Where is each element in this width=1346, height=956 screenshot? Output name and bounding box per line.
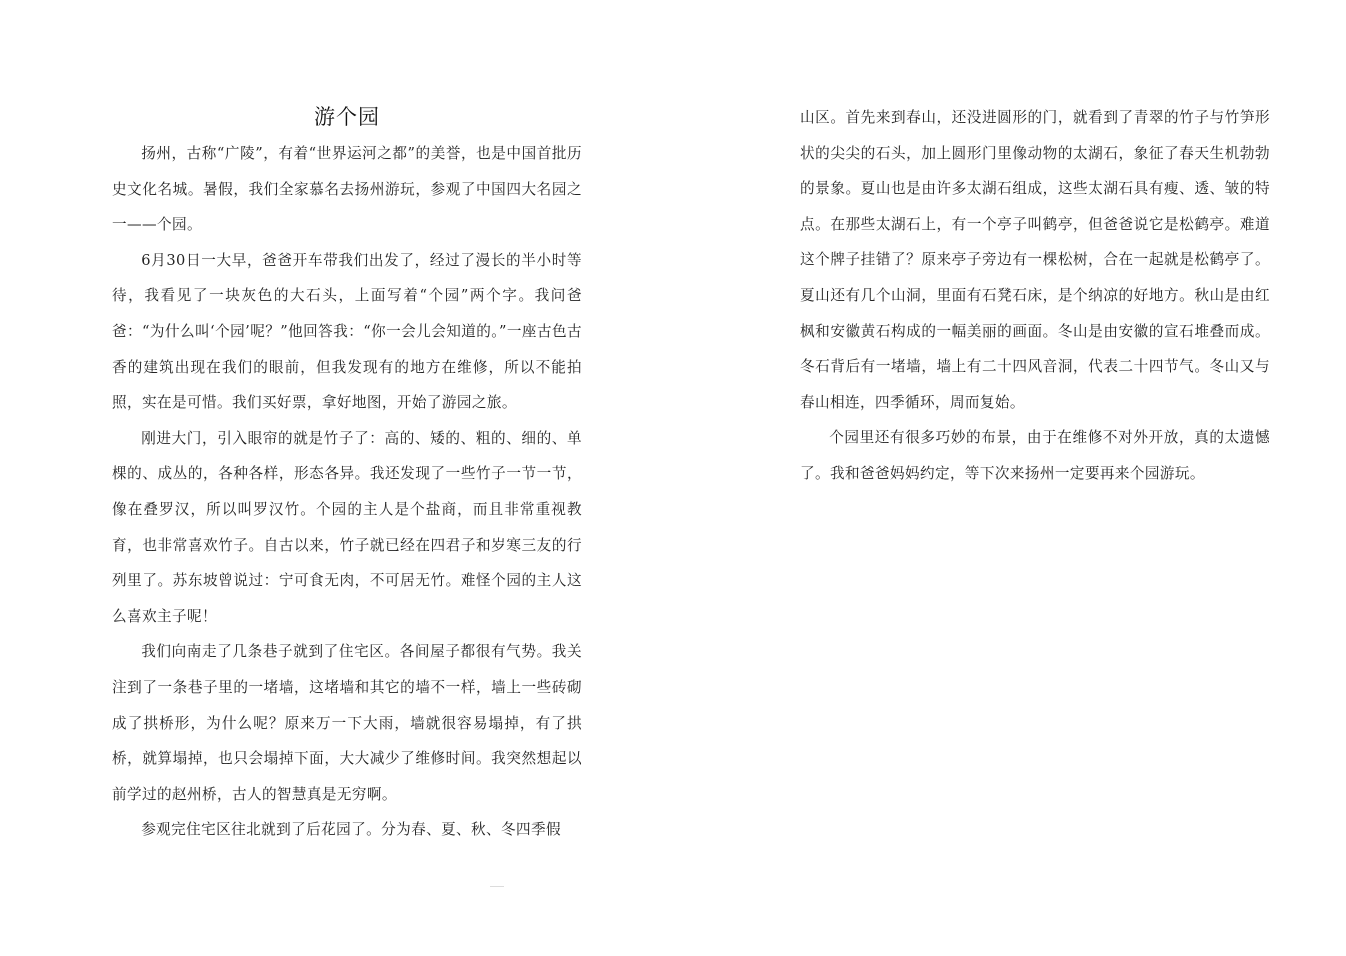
right-page-body [800, 100, 1270, 492]
paragraph-bamboo: 刚进大门，引入眼帘的就是竹子了：高的、矮的、粗的、细的、单棵的、成丛的，各种各样，形态各异。我还发现了一些竹子一节一节，像在叠罗汉，所以叫罗汉竹。个园的主人是个盐商，而且非常重视教育，也非常喜欢竹子。自古以来，竹子就已经在四君子和岁寒三友的行列里了。苏东坡曾说过：宁可食无肉，不可居无竹。难怪个园的主人这么喜欢主子呢！ [112, 429, 582, 625]
paragraph-intro: 扬州，古称“广陵”，有着“世界运河之都”的美誉，也是中国首批历史文化名城。暑假，我们全家慕名去扬州游玩，参观了中国四大名园之一——个园。 [112, 145, 582, 234]
paragraph-garden-start: 参观完住宅区往北就到了后花园了。分为春、夏、秋、冬四季假 [141, 821, 562, 839]
essay-title: 游个园 [314, 105, 380, 129]
paragraph-arrival: 6月30日一大早，爸爸开车带我们出发了，经过了漫长的半小时等待，我看见了一块灰色的大石头，上面写着“个园”两个字。我问爸爸：“为什么叫‘个园’呢？”他回答我：“你一会儿会知道的。”一座古色古香的建筑出现在我们的眼前，但我发现有的地方在维修，所以不能拍照，实在是可惜。我们买好票，拿好地图，开始了游园之旅。 [112, 251, 582, 412]
paragraph-conclusion: 个园里还有很多巧妙的布景，由于在维修不对外开放，真的太遗憾了。我和爸爸妈妈约定，等下次来扬州一定要再来个园游玩。 [800, 429, 1270, 482]
paragraph-residence: 我们向南走了几条巷子就到了住宅区。各间屋子都很有气势。我关注到了一条巷子里的一堵墙，这堵墙和其它的墙不一样，墙上一些砖砌成了拱桥形，为什么呢？原来万一下大雨，墙就很容易塌掉，有了拱桥，就算塌掉，也只会塌掉下面，大大减少了维修时间。我突然想起以前学过的赵州桥，古人的智慧真是无穷啊。 [112, 643, 582, 803]
page-divider-mark [490, 886, 504, 887]
left-page-body [112, 136, 582, 848]
paragraph-rockeries: 山区。首先来到春山，还没进圆形的门，就看到了青翠的竹子与竹笋形状的尖尖的石头，加上圆形门里像动物的太湖石，象征了春天生机勃勃的景象。夏山也是由许多太湖石组成，这些太湖石具有瘦、透、皱的特点。在那些太湖石上，有一个亭子叫鹤亭，但爸爸说它是松鹤亭。难道这个牌子挂错了？原来亭子旁边有一棵松树，合在一起就是松鹤亭了。夏山还有几个山洞，里面有石凳石床，是个纳凉的好地方。秋山是由红枫和安徽黄石构成的一幅美丽的画面。冬山是由安徽的宣石堆叠而成。冬石背后有一堵墙，墙上有二十四风音洞，代表二十四节气。冬山又与春山相连，四季循环，周而复始。 [800, 109, 1270, 411]
